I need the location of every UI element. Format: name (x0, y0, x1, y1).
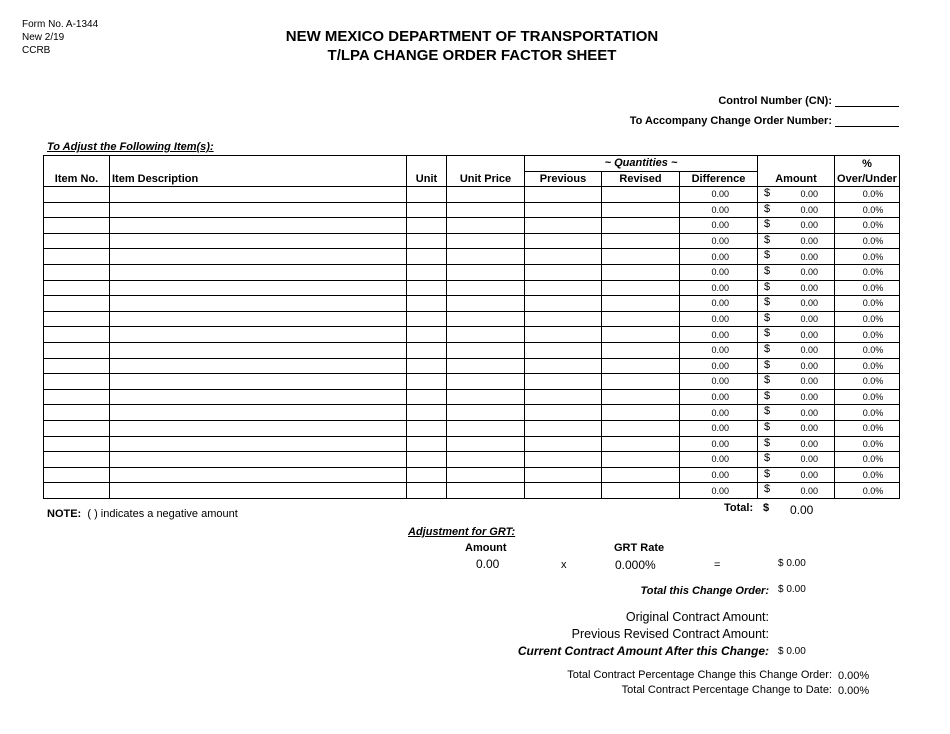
currency-symbol: $ (764, 420, 771, 433)
amount-value: 0.00 (800, 189, 818, 200)
total-change-order-label: Total this Change Order: (640, 585, 769, 597)
amount-cell (758, 483, 835, 499)
pct-change-this-co-label: Total Contract Percentage Change this Change Order: (567, 669, 832, 681)
currency-symbol: $ (764, 249, 771, 262)
item-no-cell[interactable] (44, 452, 110, 468)
change-order-row (630, 115, 899, 127)
description-cell[interactable] (110, 280, 407, 296)
revised-cell[interactable] (602, 311, 680, 327)
unit-price-cell[interactable] (447, 280, 525, 296)
table-row (44, 311, 900, 327)
form-group: CCRB (22, 45, 51, 56)
revised-cell[interactable] (602, 218, 680, 234)
previous-cell[interactable] (525, 233, 602, 249)
pct-over-under-cell: 0.0% (835, 452, 900, 468)
amount-cell (758, 264, 835, 280)
difference-cell: 0.00 (680, 233, 758, 249)
total-currency: $ (763, 502, 770, 514)
amount-value: 0.00 (800, 220, 818, 231)
unit-price-cell[interactable] (447, 218, 525, 234)
pct-change-this-co-value: 0.00% (838, 670, 870, 682)
currency-symbol: $ (764, 467, 771, 480)
pct-over-under-cell: 0.0% (835, 202, 900, 218)
table-row (44, 280, 900, 296)
note-label: NOTE: (47, 508, 82, 520)
revised-cell[interactable] (602, 389, 680, 405)
adjust-items-label: To Adjust the Following Item(s): (47, 141, 214, 153)
pct-over-under-cell: 0.0% (835, 233, 900, 249)
unit-cell[interactable] (407, 218, 447, 234)
currency-symbol: $ (764, 202, 771, 215)
amount-value: 0.00 (800, 392, 818, 403)
amount-cell (758, 467, 835, 483)
items-table (43, 155, 900, 499)
times-symbol: x (561, 559, 567, 571)
unit-price-cell[interactable] (447, 327, 525, 343)
previous-cell[interactable] (525, 249, 602, 265)
table-row (44, 483, 900, 499)
amount-value: 0.00 (800, 314, 818, 325)
amount-cell (758, 187, 835, 203)
unit-cell[interactable] (407, 187, 447, 203)
currency-symbol: $ (764, 405, 771, 418)
pct-over-under-cell: 0.0% (835, 420, 900, 436)
amount-value: 0.00 (800, 423, 818, 434)
form-number: Form No. A-1344 (22, 19, 99, 30)
previous-cell[interactable] (525, 264, 602, 280)
currency-symbol: $ (764, 187, 771, 199)
revised-cell[interactable] (602, 296, 680, 312)
amount-cell (758, 405, 835, 421)
amount-cell (758, 436, 835, 452)
grt-rate-value: 0.000% (615, 558, 656, 572)
change-order-label: To Accompany Change Order Number: (629, 115, 832, 127)
pct-change-to-date-value: 0.00% (838, 685, 870, 697)
description-cell[interactable] (110, 342, 407, 358)
unit-cell[interactable] (407, 280, 447, 296)
unit-price-cell[interactable] (447, 249, 525, 265)
revised-cell[interactable] (602, 374, 680, 390)
header-blank (758, 156, 835, 172)
previous-cell[interactable] (525, 374, 602, 390)
amount-cell (758, 202, 835, 218)
unit-price-cell[interactable] (447, 296, 525, 312)
description-cell[interactable] (110, 233, 407, 249)
unit-price-cell[interactable] (447, 483, 525, 499)
grt-amount-value: 0.00 (476, 557, 500, 571)
previous-cell[interactable] (525, 420, 602, 436)
previous-cell[interactable] (525, 389, 602, 405)
previous-cell[interactable] (525, 467, 602, 483)
header-blank (407, 156, 447, 172)
grt-rate-label: GRT Rate (614, 542, 665, 554)
description-cell[interactable] (110, 405, 407, 421)
item-no-cell[interactable] (44, 327, 110, 343)
item-no-cell[interactable] (44, 233, 110, 249)
unit-price-cell[interactable] (447, 233, 525, 249)
unit-cell[interactable] (407, 467, 447, 483)
unit-price-cell[interactable] (447, 389, 525, 405)
revised-cell[interactable] (602, 202, 680, 218)
total-label: Total: (724, 502, 754, 514)
unit-cell[interactable] (407, 358, 447, 374)
table-row (44, 249, 900, 265)
currency-symbol: $ (764, 483, 771, 496)
revised-cell[interactable] (602, 358, 680, 374)
currency-symbol: $ (764, 389, 771, 402)
previous-cell[interactable] (525, 436, 602, 452)
description-cell[interactable] (110, 249, 407, 265)
difference-cell: 0.00 (680, 311, 758, 327)
amount-value: 0.00 (800, 454, 818, 465)
revised-cell[interactable] (602, 342, 680, 358)
amount-value: 0.00 (800, 438, 818, 449)
unit-cell[interactable] (407, 296, 447, 312)
item-no-cell[interactable] (44, 296, 110, 312)
unit-price-cell[interactable] (447, 202, 525, 218)
item-no-cell[interactable] (44, 249, 110, 265)
item-no-cell[interactable] (44, 405, 110, 421)
currency-symbol: $ (764, 280, 771, 293)
unit-price-cell[interactable] (447, 420, 525, 436)
pct-over-under-cell: 0.0% (835, 296, 900, 312)
col-difference: Difference (680, 171, 758, 187)
amount-value: 0.00 (800, 329, 818, 340)
pct-header-symbol: % (835, 156, 900, 172)
unit-cell[interactable] (407, 420, 447, 436)
difference-cell: 0.00 (680, 264, 758, 280)
table-row (44, 327, 900, 343)
previous-cell[interactable] (525, 280, 602, 296)
description-cell[interactable] (110, 187, 407, 203)
difference-cell: 0.00 (680, 218, 758, 234)
difference-cell: 0.00 (680, 436, 758, 452)
table-row (44, 202, 900, 218)
difference-cell: 0.00 (680, 374, 758, 390)
description-cell[interactable] (110, 296, 407, 312)
unit-price-cell[interactable] (447, 467, 525, 483)
pct-over-under-cell: 0.0% (835, 467, 900, 483)
control-number-label: Control Number (CN): (718, 95, 832, 107)
page-title: NEW MEXICO DEPARTMENT OF TRANSPORTATION (285, 28, 659, 45)
previous-cell[interactable] (525, 218, 602, 234)
pct-over-under-cell: 0.0% (835, 187, 900, 203)
revised-cell[interactable] (602, 264, 680, 280)
description-cell[interactable] (110, 202, 407, 218)
previous-revised-label: Previous Revised Contract Amount: (571, 627, 769, 641)
description-cell[interactable] (110, 311, 407, 327)
unit-cell[interactable] (407, 436, 447, 452)
col-amount: Amount (758, 171, 835, 187)
difference-cell: 0.00 (680, 202, 758, 218)
item-no-cell[interactable] (44, 342, 110, 358)
unit-price-cell[interactable] (447, 264, 525, 280)
table-row (44, 358, 900, 374)
currency-symbol: $ (764, 296, 771, 309)
item-no-cell[interactable] (44, 420, 110, 436)
header-blank (447, 156, 525, 172)
currency-symbol: $ (764, 452, 771, 465)
unit-cell[interactable] (407, 342, 447, 358)
item-no-cell[interactable] (44, 436, 110, 452)
note (47, 508, 238, 520)
revised-cell[interactable] (602, 327, 680, 343)
amount-value: 0.00 (800, 360, 818, 371)
previous-cell[interactable] (525, 296, 602, 312)
amount-value: 0.00 (800, 282, 818, 293)
revised-cell[interactable] (602, 249, 680, 265)
col-unit-price: Unit Price (447, 171, 525, 187)
unit-cell[interactable] (407, 249, 447, 265)
description-cell[interactable] (110, 389, 407, 405)
amount-value: 0.00 (800, 469, 818, 480)
control-number-row (718, 95, 899, 107)
amount-value: 0.00 (800, 251, 818, 262)
unit-price-cell[interactable] (447, 187, 525, 203)
revised-cell[interactable] (602, 420, 680, 436)
amount-value: 0.00 (800, 267, 818, 278)
previous-cell[interactable] (525, 483, 602, 499)
description-cell[interactable] (110, 218, 407, 234)
amount-cell (758, 311, 835, 327)
amount-value: 0.00 (800, 204, 818, 215)
revised-cell[interactable] (602, 483, 680, 499)
unit-cell[interactable] (407, 389, 447, 405)
item-no-cell[interactable] (44, 483, 110, 499)
pct-over-under-cell: 0.0% (835, 327, 900, 343)
unit-price-cell[interactable] (447, 311, 525, 327)
difference-cell: 0.00 (680, 280, 758, 296)
table-row (44, 452, 900, 468)
description-cell[interactable] (110, 374, 407, 390)
amount-cell (758, 233, 835, 249)
table-row (44, 342, 900, 358)
unit-price-cell[interactable] (447, 436, 525, 452)
col-previous: Previous (525, 171, 602, 187)
description-cell[interactable] (110, 358, 407, 374)
grt-result: $ 0.00 (778, 558, 806, 569)
table-row (44, 405, 900, 421)
revised-cell[interactable] (602, 187, 680, 203)
pct-over-under-cell: 0.0% (835, 249, 900, 265)
amount-cell (758, 389, 835, 405)
amount-cell (758, 280, 835, 296)
description-cell[interactable] (110, 467, 407, 483)
amount-cell (758, 327, 835, 343)
change-order-field[interactable] (835, 115, 899, 127)
unit-price-cell[interactable] (447, 405, 525, 421)
pct-over-under-cell: 0.0% (835, 405, 900, 421)
difference-cell: 0.00 (680, 467, 758, 483)
table-row (44, 296, 900, 312)
amount-value: 0.00 (800, 345, 818, 356)
pct-over-under-cell: 0.0% (835, 483, 900, 499)
currency-symbol: $ (764, 374, 771, 387)
unit-cell[interactable] (407, 311, 447, 327)
currency-symbol: $ (764, 436, 771, 449)
revised-cell[interactable] (602, 467, 680, 483)
unit-cell[interactable] (407, 405, 447, 421)
current-contract-value: $ 0.00 (778, 646, 806, 657)
pct-over-under-cell: 0.0% (835, 218, 900, 234)
item-no-cell[interactable] (44, 280, 110, 296)
item-no-cell[interactable] (44, 264, 110, 280)
table-row (44, 264, 900, 280)
control-number-field[interactable] (835, 95, 899, 107)
pct-change-to-date-label: Total Contract Percentage Change to Date: (621, 684, 832, 696)
item-no-cell[interactable] (44, 218, 110, 234)
currency-symbol: $ (764, 342, 771, 355)
unit-cell[interactable] (407, 233, 447, 249)
col-item-no: Item No. (44, 171, 110, 187)
amount-cell (758, 374, 835, 390)
difference-cell: 0.00 (680, 389, 758, 405)
unit-cell[interactable] (407, 374, 447, 390)
col-unit: Unit (407, 171, 447, 187)
total-value: 0.00 (790, 503, 814, 517)
previous-cell[interactable] (525, 202, 602, 218)
currency-symbol: $ (764, 233, 771, 246)
currency-symbol: $ (764, 311, 771, 324)
unit-price-cell[interactable] (447, 374, 525, 390)
item-no-cell[interactable] (44, 311, 110, 327)
grt-amount-label: Amount (465, 542, 507, 554)
item-no-cell[interactable] (44, 202, 110, 218)
amount-cell (758, 218, 835, 234)
col-over-under: Over/Under (835, 171, 900, 187)
unit-cell[interactable] (407, 264, 447, 280)
equals-symbol: = (714, 559, 721, 571)
description-cell[interactable] (110, 452, 407, 468)
pct-over-under-cell: 0.0% (835, 280, 900, 296)
difference-cell: 0.00 (680, 249, 758, 265)
revised-cell[interactable] (602, 452, 680, 468)
pct-over-under-cell: 0.0% (835, 264, 900, 280)
amount-value: 0.00 (800, 485, 818, 496)
description-cell[interactable] (110, 264, 407, 280)
table-row (44, 467, 900, 483)
difference-cell: 0.00 (680, 296, 758, 312)
difference-cell: 0.00 (680, 358, 758, 374)
revised-cell[interactable] (602, 233, 680, 249)
item-no-cell[interactable] (44, 374, 110, 390)
unit-cell[interactable] (407, 202, 447, 218)
amount-value: 0.00 (800, 236, 818, 247)
pct-over-under-cell: 0.0% (835, 311, 900, 327)
amount-cell (758, 342, 835, 358)
previous-cell[interactable] (525, 342, 602, 358)
amount-cell (758, 358, 835, 374)
amount-value: 0.00 (800, 407, 818, 418)
difference-cell: 0.00 (680, 483, 758, 499)
revised-cell[interactable] (602, 280, 680, 296)
amount-value: 0.00 (800, 376, 818, 387)
page-subtitle: T/LPA CHANGE ORDER FACTOR SHEET (327, 47, 617, 64)
currency-symbol: $ (764, 358, 771, 371)
revised-cell[interactable] (602, 436, 680, 452)
description-cell[interactable] (110, 327, 407, 343)
note-text: ( ) indicates a negative amount (87, 508, 238, 520)
table-row (44, 218, 900, 234)
difference-cell: 0.00 (680, 420, 758, 436)
col-revised: Revised (602, 171, 680, 187)
amount-cell (758, 296, 835, 312)
unit-price-cell[interactable] (447, 358, 525, 374)
item-no-cell[interactable] (44, 467, 110, 483)
grt-title: Adjustment for GRT: (408, 526, 516, 538)
currency-symbol: $ (764, 264, 771, 277)
unit-price-cell[interactable] (447, 452, 525, 468)
previous-cell[interactable] (525, 358, 602, 374)
unit-cell[interactable] (407, 327, 447, 343)
difference-cell: 0.00 (680, 187, 758, 203)
quantities-header: ~ Quantities ~ (525, 156, 758, 172)
difference-cell: 0.00 (680, 327, 758, 343)
pct-over-under-cell: 0.0% (835, 342, 900, 358)
current-contract-label: Current Contract Amount After this Change: (517, 644, 769, 658)
description-cell[interactable] (110, 436, 407, 452)
unit-cell[interactable] (407, 452, 447, 468)
difference-cell: 0.00 (680, 342, 758, 358)
original-contract-label: Original Contract Amount: (625, 610, 769, 624)
pct-over-under-cell: 0.0% (835, 389, 900, 405)
difference-cell: 0.00 (680, 405, 758, 421)
pct-over-under-cell: 0.0% (835, 358, 900, 374)
table-row (44, 187, 900, 203)
previous-cell[interactable] (525, 327, 602, 343)
currency-symbol: $ (764, 218, 771, 231)
unit-cell[interactable] (407, 483, 447, 499)
description-cell[interactable] (110, 420, 407, 436)
table-row (44, 374, 900, 390)
total-change-order-value: $ 0.00 (778, 584, 806, 595)
previous-cell[interactable] (525, 311, 602, 327)
pct-over-under-cell: 0.0% (835, 374, 900, 390)
header-blank (44, 156, 110, 172)
previous-cell[interactable] (525, 405, 602, 421)
table-row (44, 420, 900, 436)
amount-value: 0.00 (800, 298, 818, 309)
item-no-cell[interactable] (44, 187, 110, 203)
table-row (44, 233, 900, 249)
table-row (44, 436, 900, 452)
previous-cell[interactable] (525, 452, 602, 468)
form-revision: New 2/19 (22, 32, 65, 43)
previous-cell[interactable] (525, 187, 602, 203)
header-blank (110, 156, 407, 172)
description-cell[interactable] (110, 483, 407, 499)
table-row (44, 389, 900, 405)
col-description: Item Description (110, 171, 407, 187)
item-no-cell[interactable] (44, 389, 110, 405)
pct-over-under-cell: 0.0% (835, 436, 900, 452)
item-no-cell[interactable] (44, 358, 110, 374)
amount-cell (758, 452, 835, 468)
difference-cell: 0.00 (680, 452, 758, 468)
currency-symbol: $ (764, 327, 771, 340)
amount-cell (758, 420, 835, 436)
unit-price-cell[interactable] (447, 342, 525, 358)
revised-cell[interactable] (602, 405, 680, 421)
amount-cell (758, 249, 835, 265)
